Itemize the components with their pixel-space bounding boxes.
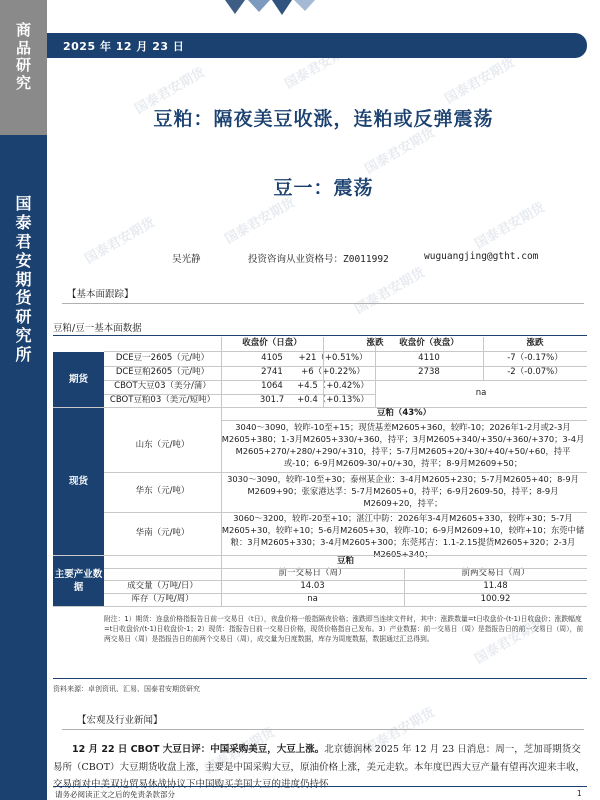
- source-note: 资料来源：卓创资讯、汇易、国泰君安期货研究: [53, 685, 200, 693]
- futures-name: DCE豆粕2605（元/吨）: [115, 367, 210, 378]
- row-group-futures: 期货: [53, 352, 104, 407]
- futures-change: +4.5（+0.42%）: [297, 381, 369, 392]
- industry-col-prev2: 前两交易日（周）: [461, 568, 530, 579]
- sidebar-char: 品: [15, 38, 31, 57]
- watermark: 国泰君安期货: [472, 200, 548, 253]
- futures-change: +0.4（+0.13%）: [297, 395, 369, 406]
- watermark: 国泰君安期货: [362, 705, 438, 758]
- grid-line: [483, 337, 484, 380]
- sidebar-char: 期: [15, 269, 32, 289]
- futures-night-na: na: [475, 387, 487, 398]
- watermark: 国泰君安期货: [472, 615, 548, 668]
- watermark: 国泰君安期货: [222, 195, 298, 248]
- sidebar-band: [0, 0, 47, 800]
- col-header-change: 涨跌: [366, 338, 384, 349]
- sidebar-char: 究: [15, 74, 31, 93]
- spot-region: 华东（元/吨）: [135, 486, 190, 497]
- sidebar-char: 安: [15, 250, 32, 270]
- author-email[interactable]: wuguangjing@gtht.com: [424, 251, 539, 262]
- spot-region: 山东（元/吨）: [135, 440, 190, 451]
- grid-line: [53, 606, 587, 607]
- industry-row-name: 库存（万吨/周）: [131, 593, 194, 604]
- report-subtitle: 豆一：震荡: [273, 177, 374, 199]
- col-header-night-close: 收盘价（夜盘）: [399, 338, 459, 349]
- sidebar-char: 究: [15, 326, 32, 346]
- table-top-rule: [53, 335, 587, 336]
- sidebar-char: 君: [15, 231, 32, 251]
- sidebar-char: 研: [15, 56, 31, 75]
- grid-line: [104, 512, 587, 513]
- grid-line: [104, 580, 587, 581]
- futures-day-close: 4105: [261, 353, 283, 364]
- spot-quote: 3060～3200，较昨-20至+10；湛江中防：2026年3-4月M2605+330，较昨+30；5-7月M2605+30，较昨+10；5-6月M2605+30，较昨-10；6-9月M2609+10，较昨+10；东莞中储粮：3月M2605+330；3-4月M2605+300；东莞邦吉：1.1-2.15提货M2605+320；2-3月M2605+340；: [221, 513, 585, 560]
- industry-prev2: 100.92: [480, 593, 511, 604]
- footer-disclaimer[interactable]: 请务必阅读正文之后的免责条款部分: [55, 790, 175, 799]
- futures-name: DCE豆一2605（元/吨）: [115, 353, 210, 364]
- divider: [62, 729, 584, 730]
- table-caption: 豆粕/豆一基本面数据: [53, 323, 142, 334]
- futures-night-change: -2（-0.07%）: [507, 367, 563, 378]
- sidebar-institute-label: [0, 195, 47, 365]
- spot-quote: 3030～3090，较昨-10至+30；泰州某企业：3-4月M2605+230；5-7月M2605+40；8-9月M2609+90；张家港达孚：5-7月M2605+0，持平；6-9月2609-50，持平；8-9月M2609+20，持平；: [227, 474, 579, 509]
- spot-region: 华南（元/吨）: [135, 527, 190, 538]
- author-license: 投资咨询从业资格号：Z0011992: [248, 254, 389, 265]
- futures-day-close: 2741: [261, 367, 283, 378]
- sidebar-char: 所: [15, 345, 32, 364]
- grid-line: [104, 472, 587, 473]
- grid-line: [221, 337, 222, 606]
- grid-line: [53, 407, 587, 408]
- watermark: 国泰君安期货: [132, 65, 208, 118]
- grid-line: [104, 593, 587, 594]
- sidebar-char: 商: [15, 21, 31, 39]
- industry-prev2: 11.48: [483, 580, 508, 591]
- futures-night-change: -7（-0.17%）: [507, 353, 563, 364]
- grid-line: [53, 555, 587, 556]
- fundamentals-table: [53, 337, 587, 609]
- futures-name: CBOT豆粕03（美元/短吨）: [109, 395, 216, 406]
- news-body: 北京德润林 2025 年 12 月 23 日消息：周一，芝加哥期货交易所（CBOT）大豆期货收盘上涨，主要是中国采购大豆，原油价格上涨，美元走软。本年度巴西大豆产量有望再次迎来丰收，交易商对中美双边贸易休战协议下中国购买美国大豆的进度仍持怀: [53, 744, 586, 791]
- sidebar-char: 货: [15, 288, 32, 308]
- futures-change: +21（+0.51%）: [298, 353, 368, 364]
- grid-line: [404, 568, 405, 606]
- sidebar-category-label: [0, 22, 47, 93]
- industry-prev1: na: [307, 593, 318, 604]
- grid-line: [104, 366, 587, 367]
- table-bottom-rule: [53, 678, 587, 679]
- row-group-industry: 主要产业数据: [53, 556, 104, 606]
- grid-line: [104, 351, 587, 352]
- industry-col-prev1: 前一交易日（周）: [278, 568, 347, 579]
- watermark: 国泰君安期货: [82, 215, 158, 268]
- grid-line: [323, 337, 324, 407]
- table-notes: 附注：1）期货：连盘价格指报告日前一交易日（t日），夜盘价格一般指隔夜价格；涨跌即当连续文件时，其中：涨跌数量=t日收盘价-(t-1)日收盘价；涨跌幅度=t日收盘价/(t-1)日收盘价-1；2）现货：指报告日前一交易日价格，现货价格指自己发布。3）产业数据：前一交易日（周）是指报告日的前一交易日（周），前两交易日（周）是指报告日的前两个交易日（周），成交量为日度数据，库存为周度数据，数据通过汇总得到。: [104, 615, 584, 644]
- industry-prev1: 14.03: [300, 580, 325, 591]
- industry-row-name: 成交量（万吨/日）: [127, 580, 198, 591]
- futures-night-close: 4110: [418, 353, 440, 364]
- watermark: 国泰君安期货: [442, 55, 518, 108]
- header-decoration: [220, 0, 320, 16]
- watermark: 国泰君安期货: [282, 40, 358, 93]
- sidebar-char: 国: [15, 194, 32, 213]
- divider: [62, 303, 584, 304]
- futures-day-close: 301.7: [259, 395, 285, 406]
- col-header-day-close: 收盘价（日盘）: [242, 338, 302, 349]
- watermark: 国泰君安期货: [202, 725, 278, 778]
- col-header-change: 涨跌: [526, 338, 544, 349]
- spot-quote: 3040～3090，较昨-10至+15；现货基差M2605+360，较昨-10；2026年1-2月或2-3月M2605+380；1-3月M2605+330/+360，持平；3月M2605+340/+350/+360/+370；3-4月M2605+270/+280/+290/+310，持平；5-7月M2605+20/+30/+40/+50/+60，持平或-10；6-9月M2609-30/+0/+30，持平；8-9月M2609+50；: [221, 422, 585, 469]
- sidebar-char: 泰: [15, 212, 32, 232]
- row-group-spot: 现货: [53, 408, 104, 555]
- page-number: 1: [577, 789, 582, 798]
- watermark: 国泰君安期货: [362, 125, 438, 178]
- report-date: 2025 年 12 月 23 日: [63, 40, 185, 53]
- grid-line: [375, 337, 376, 407]
- author-name: 吴光静: [172, 254, 201, 265]
- grid-line: [221, 420, 587, 421]
- watermark: 国泰君安期货: [352, 265, 428, 318]
- grid-line: [104, 394, 375, 395]
- report-title: 豆粕：隔夜美豆收涨，连粕或反弹震荡: [153, 108, 494, 130]
- futures-name: CBOT大豆03（美分/蒲）: [114, 381, 211, 392]
- grid-line: [104, 380, 587, 381]
- futures-change: +6（+0.22%）: [301, 367, 365, 378]
- news-lead: 12 月 22 日 CBOT 大豆日评：中国采购美豆，大豆上涨。: [72, 744, 325, 755]
- footer-rule: [53, 786, 587, 787]
- section-heading-macro: 【宏观及行业新闻】: [77, 715, 163, 726]
- section-heading-fundamentals: 【基本面跟踪】: [67, 289, 134, 300]
- spot-header: 豆粕（43%）: [376, 408, 432, 419]
- sidebar-char: 研: [15, 307, 32, 327]
- grid-line: [104, 568, 587, 569]
- industry-header: 豆粕: [336, 556, 354, 567]
- futures-day-close: 1064: [261, 381, 283, 392]
- futures-night-close: 2738: [418, 367, 440, 378]
